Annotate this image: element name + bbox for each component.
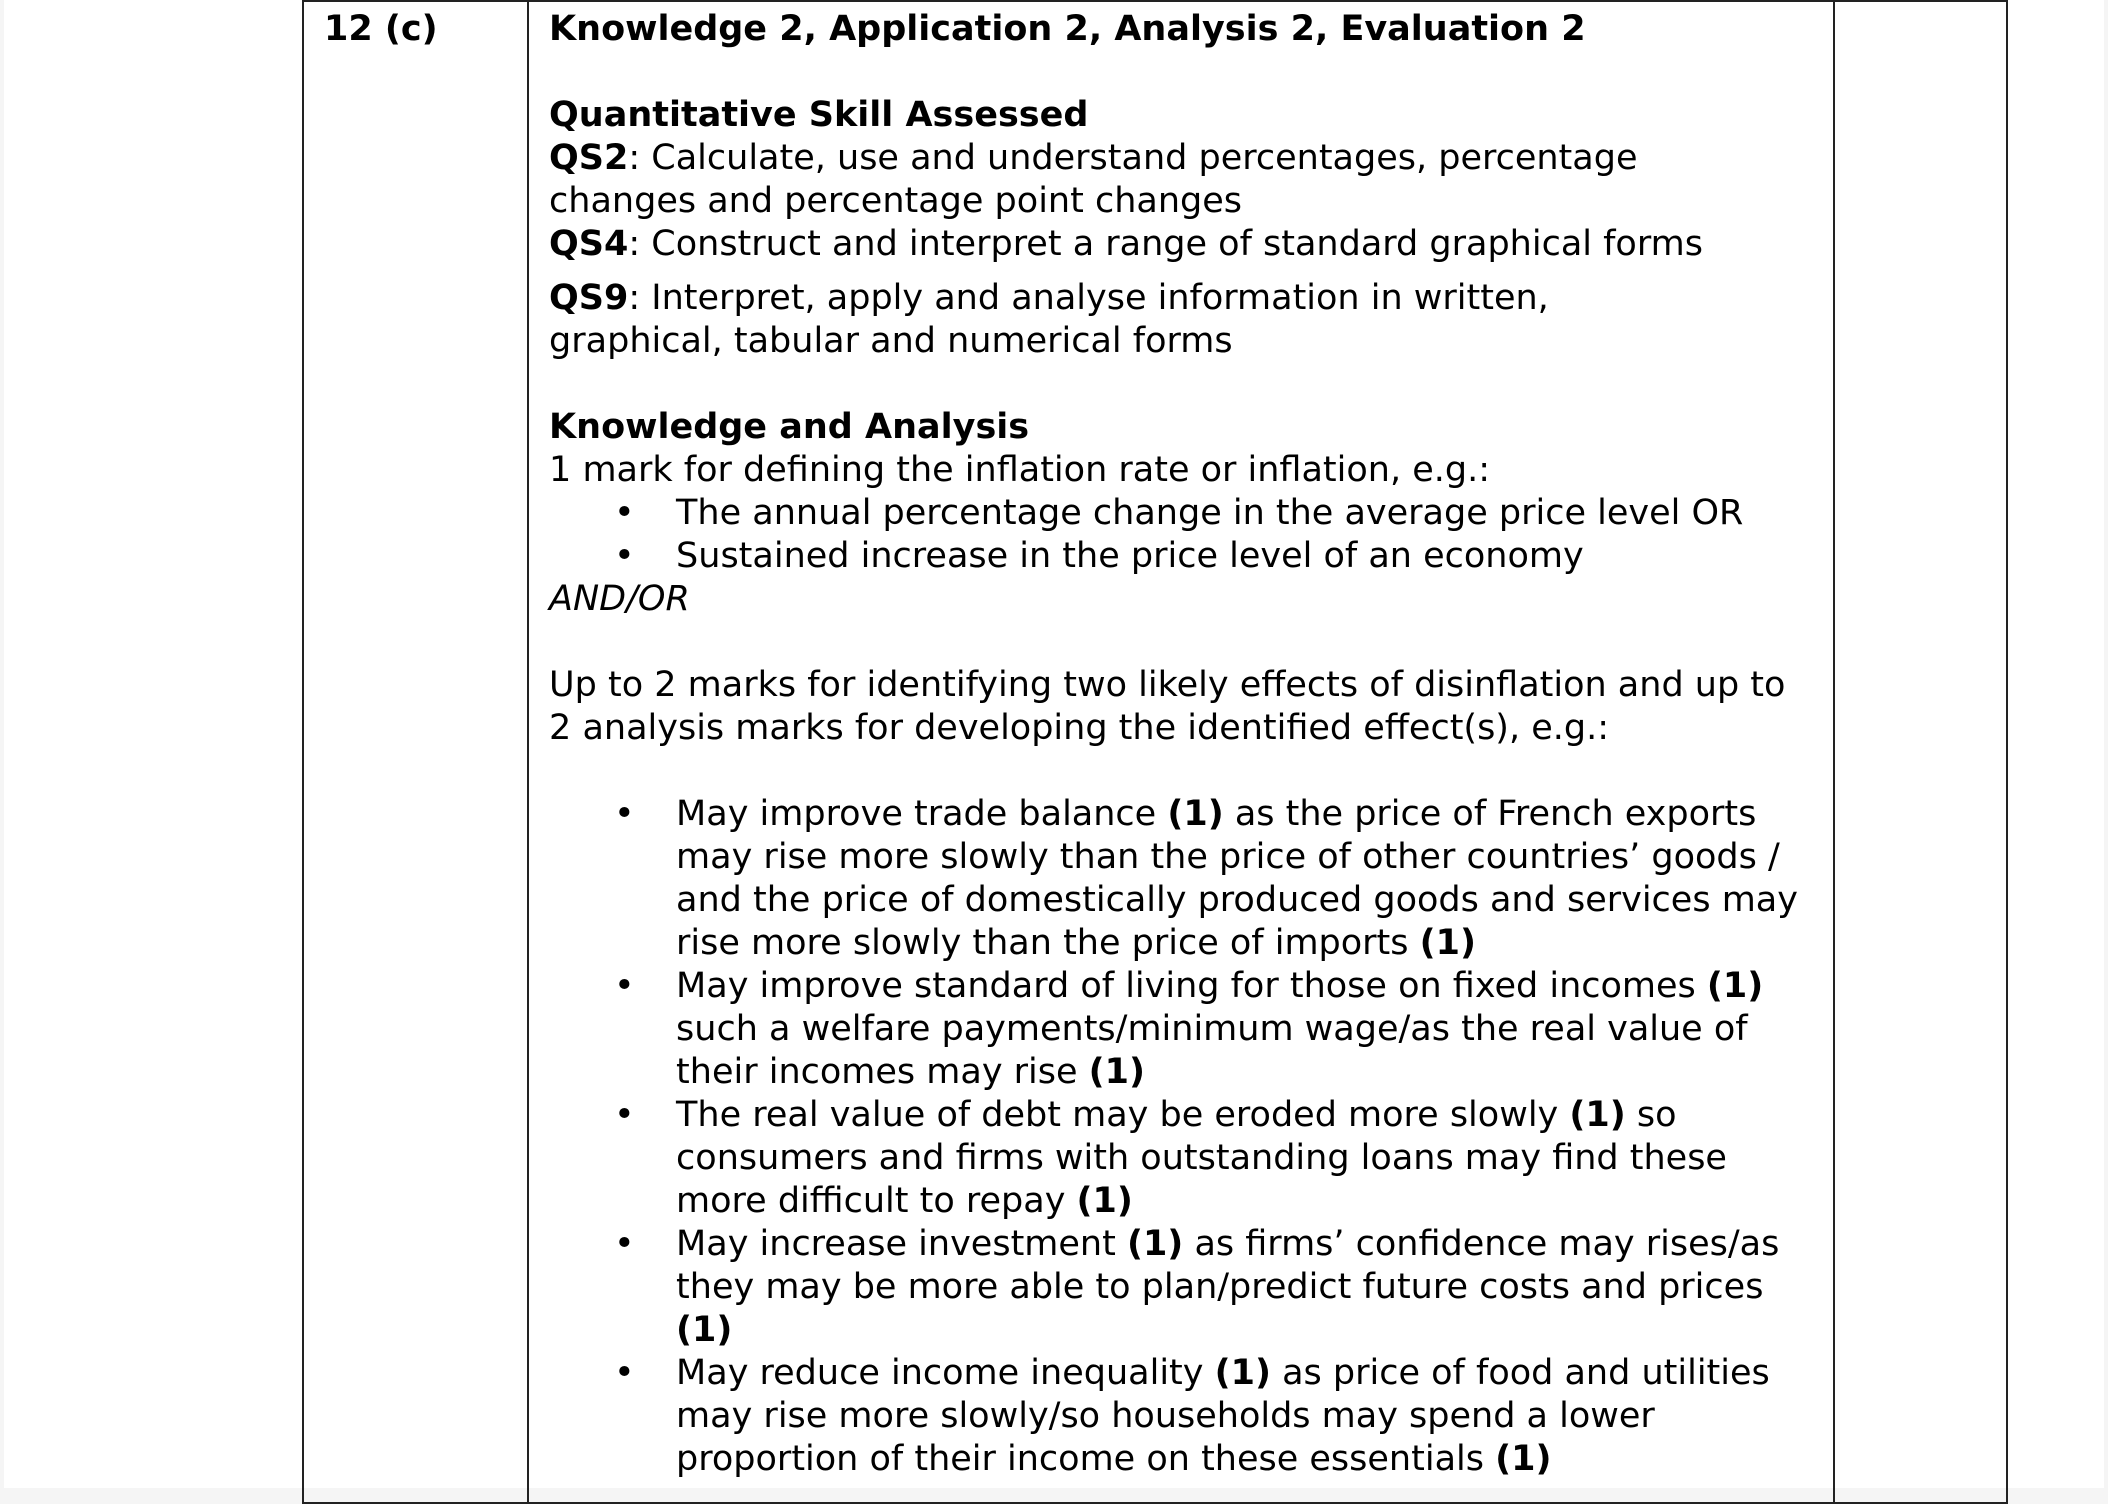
table-row <box>303 1 2007 1503</box>
question-number-cell <box>303 1 528 1503</box>
bullet-icon: • <box>614 1224 635 1264</box>
mark-scheme-table <box>302 0 2008 1504</box>
definition-list <box>549 492 1813 578</box>
list-item: • The annual percentage change in the average price level OR <box>614 493 1744 533</box>
document-page <box>4 0 2104 1488</box>
qs-item: QS4: Construct and interpret a range of standard graphical forms <box>549 224 1703 264</box>
question-number: 12 (c) <box>324 9 438 49</box>
bullet-icon: • <box>614 536 635 576</box>
knowledge-heading: Knowledge and Analysis <box>549 407 1030 447</box>
bullet-icon: • <box>614 966 635 1006</box>
answer-guidance-cell <box>528 1 1834 1503</box>
list-item: • May reduce income inequality (1) as price of food and utilities may rise more slowly/so households may spend a lower proportion of their income on these essentials (1) <box>614 1353 1770 1479</box>
list-item: • May increase investment (1) as firms’ confidence may rises/as they may be more able to plan/predict future costs and prices (1) <box>614 1224 1780 1350</box>
qs-item: QS9: Interpret, apply and analyse information in written, graphical, tabular and numerical forms <box>549 278 1549 361</box>
qs-item: QS2: Calculate, use and understand percentages, percentage changes and percentage point changes <box>549 138 1638 221</box>
list-item: • May improve standard of living for those on fixed incomes (1) such a welfare payments/minimum wage/as the real value of their incomes may rise (1) <box>614 966 1764 1092</box>
and-or-connector: AND/OR <box>549 579 690 619</box>
list-item: • Sustained increase in the price level of an economy <box>614 536 1584 576</box>
list-item: • The real value of debt may be eroded more slowly (1) so consumers and firms with outstanding loans may find these more difficult to repay (1) <box>614 1095 1727 1221</box>
marks-cell <box>1834 1 2007 1503</box>
bullet-icon: • <box>614 1095 635 1135</box>
marks-heading: Knowledge 2, Application 2, Analysis 2, Evaluation 2 <box>549 9 1586 49</box>
qs-heading: Quantitative Skill Assessed <box>549 95 1089 135</box>
bullet-icon: • <box>614 1353 635 1393</box>
effects-list <box>549 793 1811 1481</box>
definition-intro: 1 mark for defining the inflation rate or inflation, e.g.: <box>549 450 1491 490</box>
list-item: • May improve trade balance (1) as the price of French exports may rise more slowly than the price of other countries’ goods / and the price of domestically produced goods and services may rise more slowly than the price of imports (1) <box>614 794 1798 963</box>
bullet-icon: • <box>614 794 635 834</box>
bullet-icon: • <box>614 493 635 533</box>
effects-intro: Up to 2 marks for identifying two likely effects of disinflation and up to 2 analysis marks for developing the identified effect(s), e.g.: <box>549 665 1786 748</box>
